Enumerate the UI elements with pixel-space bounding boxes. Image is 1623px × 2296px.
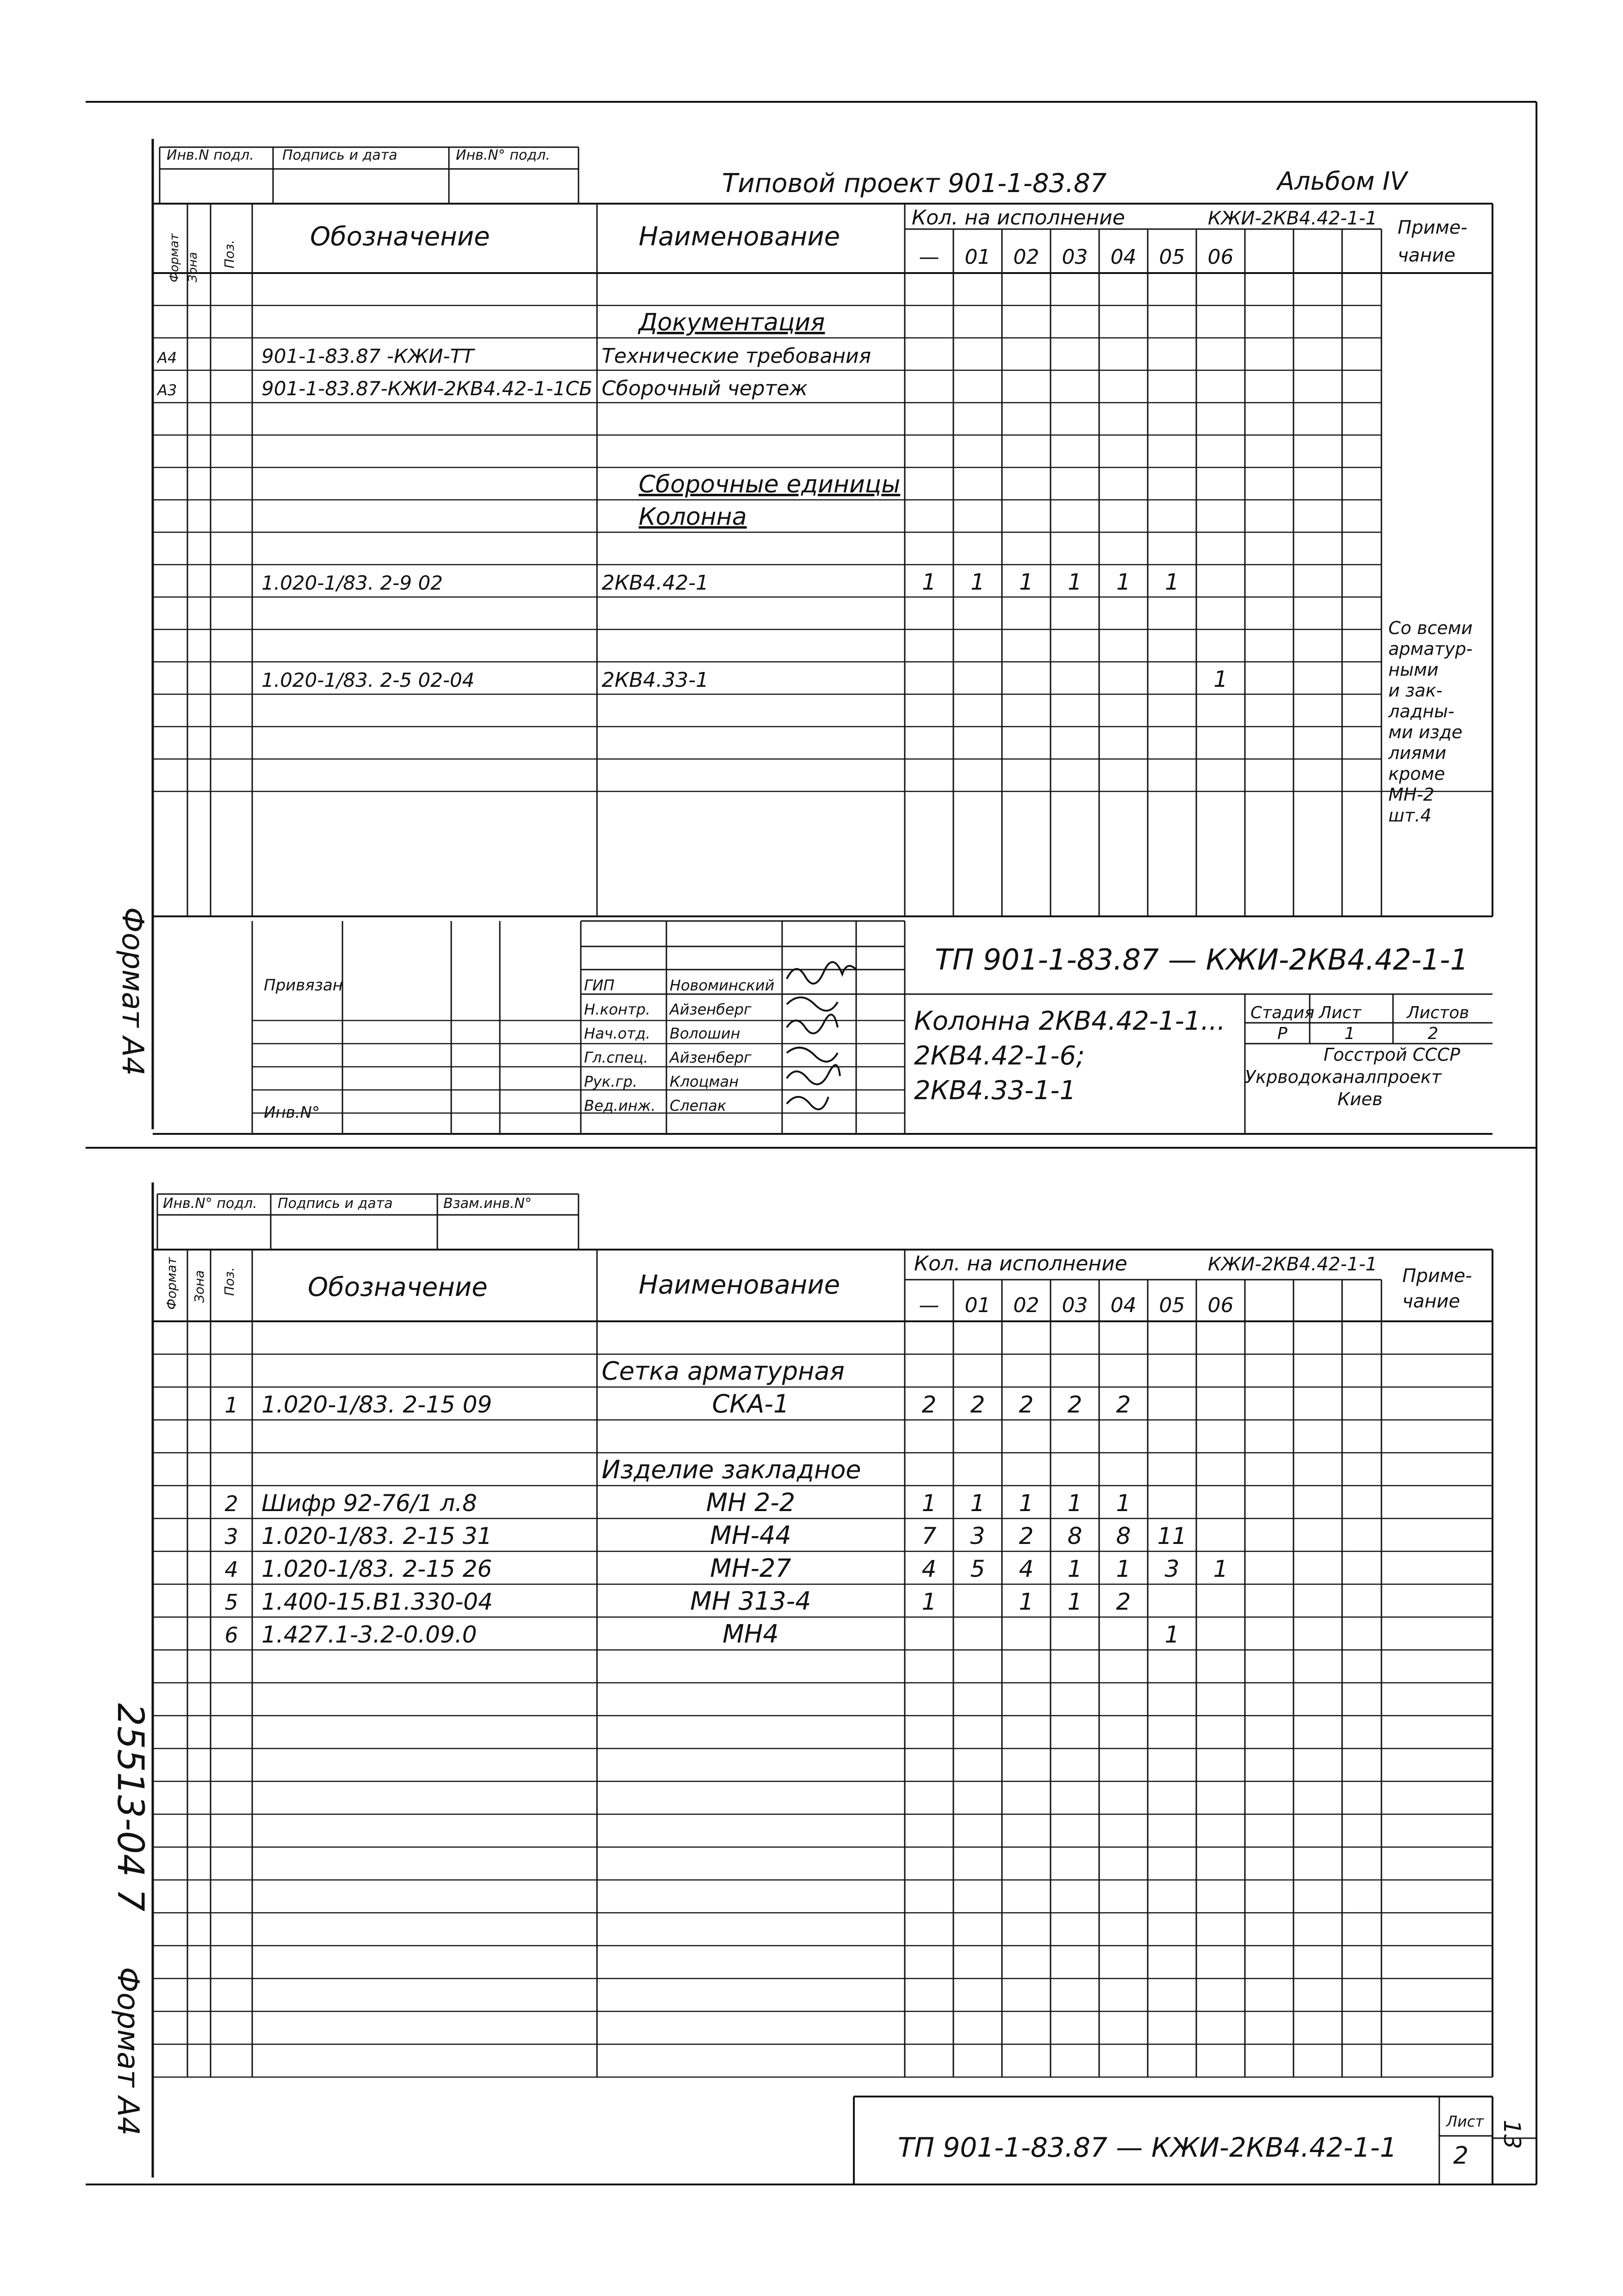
row-qty: 11 <box>1157 1523 1187 1549</box>
outer-frame <box>86 102 1536 2184</box>
row-name: Сборочные единицы <box>639 471 901 498</box>
col2-pos-label: Поз. <box>222 1267 237 1296</box>
variant-01: 01 <box>964 245 991 269</box>
col2-note-label-2: чание <box>1402 1291 1460 1312</box>
note-line: шт.4 <box>1388 805 1432 826</box>
variant2-headers <box>919 1294 1234 1317</box>
row-qty: 1 <box>1019 569 1033 595</box>
page-2-rows <box>224 1356 1228 1649</box>
col2-note-label-1: Приме- <box>1402 1265 1472 1287</box>
note-line: и зак- <box>1388 680 1443 701</box>
org-line-2: Укрводоканалпроект <box>1245 1067 1442 1087</box>
table-row <box>224 1554 1228 1583</box>
role-label: Нач.отд. <box>584 1025 651 1042</box>
row-qty: 4 <box>921 1556 937 1582</box>
row-name: Сетка арматурная <box>602 1356 845 1386</box>
variant-02: 02 <box>1013 245 1039 269</box>
variant2-—: — <box>919 1294 939 1317</box>
stage-label: Стадия <box>1250 1003 1315 1022</box>
role-label: Рук.гр. <box>584 1073 638 1090</box>
variant2-04: 04 <box>1110 1294 1137 1317</box>
col2-format-label: Формат <box>164 1257 179 1310</box>
variant-06: 06 <box>1207 245 1234 269</box>
album-label: Альбом IV <box>1277 167 1407 196</box>
col2-zone-label: Зона <box>192 1270 207 1303</box>
variant-headers <box>919 245 1234 269</box>
doc-name-line-2: 2КВ4.42-1-6; <box>914 1041 1085 1071</box>
row-format: А3 <box>157 381 177 399</box>
col-note-label-2: чание <box>1398 245 1455 266</box>
role-name: Слепак <box>670 1097 727 1114</box>
row-position: 2 <box>224 1491 238 1516</box>
note-line: Со всеми <box>1388 618 1473 638</box>
table-row <box>602 1356 845 1386</box>
note-line: ладны- <box>1388 701 1455 722</box>
title-block-code: ТП 901-1-83.87 — КЖИ-2КВ4.42-1-1 <box>935 943 1468 977</box>
table-row <box>224 1488 1131 1517</box>
row-designation: 1.400-15.В1.330-04 <box>261 1588 493 1615</box>
variant-03: 03 <box>1062 245 1088 269</box>
qty2-mark-label: КЖИ-2КВ4.42-1-1 <box>1208 1254 1377 1275</box>
role-name: Волошин <box>670 1025 740 1042</box>
table-row <box>638 309 825 336</box>
row-position: 4 <box>224 1557 238 1582</box>
row-qty: 2 <box>1019 1523 1034 1549</box>
inv-label: Инв.N° <box>264 1103 320 1122</box>
row-name: Колонна <box>639 503 747 531</box>
row-designation: 901-1-83.87 -КЖИ-ТТ <box>261 345 474 367</box>
note-line: кроме <box>1388 764 1445 784</box>
row-designation: 1.020-1/83. 2-15 31 <box>261 1523 492 1549</box>
signatures <box>787 962 856 1109</box>
row-name: 2КВ4.42-1 <box>602 571 709 595</box>
col-name-label: Наименование <box>639 222 840 252</box>
row-qty: 1 <box>1067 1490 1082 1517</box>
row-qty: 1 <box>1067 1588 1082 1615</box>
row-position: 5 <box>224 1590 238 1615</box>
variant2-05: 05 <box>1159 1294 1185 1317</box>
stamp2-signature-date: Подпись и дата <box>278 1195 393 1212</box>
row-qty: 3 <box>1164 1556 1180 1582</box>
side-format-label-2: Формат А4 <box>111 1967 145 2136</box>
role-label: ГИП <box>584 977 615 994</box>
row-designation: 1.020-1/83. 2-15 09 <box>261 1391 492 1418</box>
table-row <box>156 377 808 400</box>
page-2-footer <box>898 2113 1525 2170</box>
row-qty: 2 <box>1067 1391 1082 1418</box>
variant-—: — <box>919 245 939 269</box>
row-position: 3 <box>224 1524 238 1549</box>
page-1-note-block <box>1388 618 1473 826</box>
table-row <box>224 1619 1179 1649</box>
page-number: 13 <box>1499 2120 1525 2149</box>
sheets-value: 2 <box>1428 1024 1438 1043</box>
row-qty: 2 <box>1019 1391 1034 1418</box>
row-position: 1 <box>224 1393 238 1418</box>
role-name: Айзенберг <box>670 1001 752 1018</box>
variant2-06: 06 <box>1207 1294 1234 1317</box>
row-qty: 4 <box>1019 1556 1034 1582</box>
footer-sheet-label: Лист <box>1446 2113 1484 2130</box>
row-qty: 8 <box>1116 1523 1131 1549</box>
doc-name-line-3: 2КВ4.33-1-1 <box>914 1076 1076 1106</box>
row-name: Технические требования <box>602 344 871 368</box>
row-qty: 1 <box>1165 569 1179 595</box>
page-1-specification <box>115 147 1492 1134</box>
col-pos-label: Поз. <box>222 240 237 268</box>
side-inventory-number: 25513-04 7 <box>109 1703 151 1911</box>
variant-05: 05 <box>1159 245 1185 269</box>
row-qty: 1 <box>1116 569 1131 595</box>
stamp2-vzam-inv: Взам.инв.N° <box>443 1195 532 1212</box>
row-name: Документация <box>639 309 825 336</box>
row-qty: 1 <box>1116 1556 1131 1582</box>
table-row <box>224 1587 1131 1616</box>
row-designation: Шифр 92-76/1 л.8 <box>261 1490 477 1517</box>
row-qty: 1 <box>921 1588 937 1615</box>
col2-name-label: Наименование <box>639 1270 840 1300</box>
project-title: Типовой проект 901-1-83.87 <box>722 168 1107 199</box>
note-line: ми изде <box>1388 722 1462 742</box>
stamp2-inv-podl: Инв.N° подл. <box>163 1195 257 1212</box>
note-line: лиями <box>1388 743 1447 763</box>
stamp-inv-podl: Инв.N подл. <box>167 147 254 163</box>
page-2-specification <box>109 1194 1525 2184</box>
table-row <box>602 1455 861 1484</box>
row-qty: 2 <box>1116 1391 1131 1418</box>
page-1-header-stamp <box>167 147 550 163</box>
row-qty: 7 <box>921 1523 937 1549</box>
row-name: СКА-1 <box>712 1389 790 1419</box>
row-qty: 2 <box>921 1391 937 1418</box>
col2-designation-label: Обозначение <box>308 1272 488 1302</box>
row-designation: 1.020-1/83. 2-9 02 <box>261 572 443 594</box>
row-qty: 5 <box>970 1556 985 1582</box>
privyazan-label: Привязан <box>264 976 343 995</box>
stamp-signature-date: Подпись и дата <box>282 147 398 163</box>
note-line: ными <box>1388 660 1439 680</box>
page-2-column-headers <box>164 1252 1472 1317</box>
row-format: А4 <box>157 349 177 367</box>
row-designation: 1.427.1-3.2-0.09.0 <box>261 1621 477 1648</box>
role-label: Н.контр. <box>584 1001 651 1018</box>
row-qty: 8 <box>1067 1523 1082 1549</box>
page-1-table-grid <box>153 147 1492 1134</box>
org-line-3: Киев <box>1337 1089 1383 1109</box>
row-designation: 1.020-1/83. 2-15 26 <box>261 1556 492 1582</box>
sheet-value: 1 <box>1344 1024 1355 1043</box>
row-qty: 1 <box>1067 1556 1082 1582</box>
row-qty: 2 <box>970 1391 985 1418</box>
page-2-table-grid <box>153 1194 1492 2184</box>
row-qty: 1 <box>970 569 985 595</box>
table-row <box>261 569 1179 595</box>
note-line: арматур- <box>1388 639 1473 659</box>
row-name: МН4 <box>722 1619 779 1649</box>
row-qty: 1 <box>921 1490 937 1517</box>
col-zone-label: Зона <box>186 252 200 282</box>
sheets-label: Листов <box>1407 1003 1469 1022</box>
table-row <box>224 1521 1187 1550</box>
stage-value: Р <box>1277 1024 1287 1043</box>
stamp-inv-no: Инв.N° подл. <box>456 147 550 163</box>
row-qty: 2 <box>1116 1588 1131 1615</box>
row-name: 2КВ4.33-1 <box>602 668 709 692</box>
table-row <box>639 503 747 531</box>
col-designation-label: Обозначение <box>310 222 490 252</box>
row-qty: 1 <box>970 1490 985 1517</box>
footer-code: ТП 901-1-83.87 — КЖИ-2КВ4.42-1-1 <box>898 2132 1397 2163</box>
role-name: Клоцман <box>670 1073 739 1090</box>
sheet-label: Лист <box>1319 1003 1362 1022</box>
footer-sheet-number: 2 <box>1453 2142 1469 2170</box>
page-1-rows <box>156 309 1228 692</box>
row-name: МН 313-4 <box>690 1587 811 1616</box>
table-row <box>261 666 1228 692</box>
row-qty: 1 <box>1164 1621 1180 1648</box>
row-designation: 1.020-1/83. 2-5 02-04 <box>261 669 475 691</box>
row-qty: 1 <box>1213 1556 1228 1582</box>
doc-name-line-1: Колонна 2КВ4.42-1-1... <box>914 1006 1225 1036</box>
row-qty: 1 <box>1213 666 1228 692</box>
col-format-label: Формат <box>168 233 181 282</box>
title-block-roles <box>584 977 774 1114</box>
table-row <box>639 471 900 498</box>
qty-header-label: Кол. на исполнение <box>912 206 1125 230</box>
row-name: Изделие закладное <box>602 1455 861 1484</box>
row-qty: 1 <box>1019 1588 1034 1615</box>
role-label: Вед.инж. <box>584 1097 656 1114</box>
variant2-03: 03 <box>1062 1294 1088 1317</box>
page-2-header-stamp <box>163 1195 532 1212</box>
row-name: Сборочный чертеж <box>602 377 808 400</box>
role-name: Айзенберг <box>670 1049 752 1066</box>
page-1-column-headers <box>168 206 1468 282</box>
col-note-label-1: Приме- <box>1398 217 1468 238</box>
row-name: МН-44 <box>710 1521 791 1550</box>
row-qty: 1 <box>1019 1490 1034 1517</box>
row-position: 6 <box>224 1623 238 1648</box>
row-qty: 1 <box>922 569 936 595</box>
table-row <box>156 344 871 368</box>
note-line: МН-2 <box>1388 784 1435 805</box>
org-line-1: Госстрой СССР <box>1324 1045 1461 1065</box>
row-qty: 3 <box>970 1523 985 1549</box>
row-name: МН-27 <box>710 1554 791 1583</box>
variant-04: 04 <box>1110 245 1137 269</box>
row-name: МН 2-2 <box>706 1488 796 1517</box>
row-qty: 1 <box>1068 569 1082 595</box>
variant2-02: 02 <box>1013 1294 1039 1317</box>
role-label: Гл.спец. <box>584 1049 648 1066</box>
variant2-01: 01 <box>964 1294 991 1317</box>
qty-mark-label: КЖИ-2КВ4.42-1-1 <box>1208 208 1377 229</box>
table-row <box>224 1389 1131 1419</box>
row-designation: 901-1-83.87-КЖИ-2КВ4.42-1-1СБ <box>261 377 592 400</box>
qty2-header-label: Кол. на исполнение <box>914 1252 1127 1276</box>
role-name: Новоминский <box>670 977 775 994</box>
side-format-label-1: Формат А4 <box>115 907 149 1076</box>
row-qty: 1 <box>1116 1490 1131 1517</box>
